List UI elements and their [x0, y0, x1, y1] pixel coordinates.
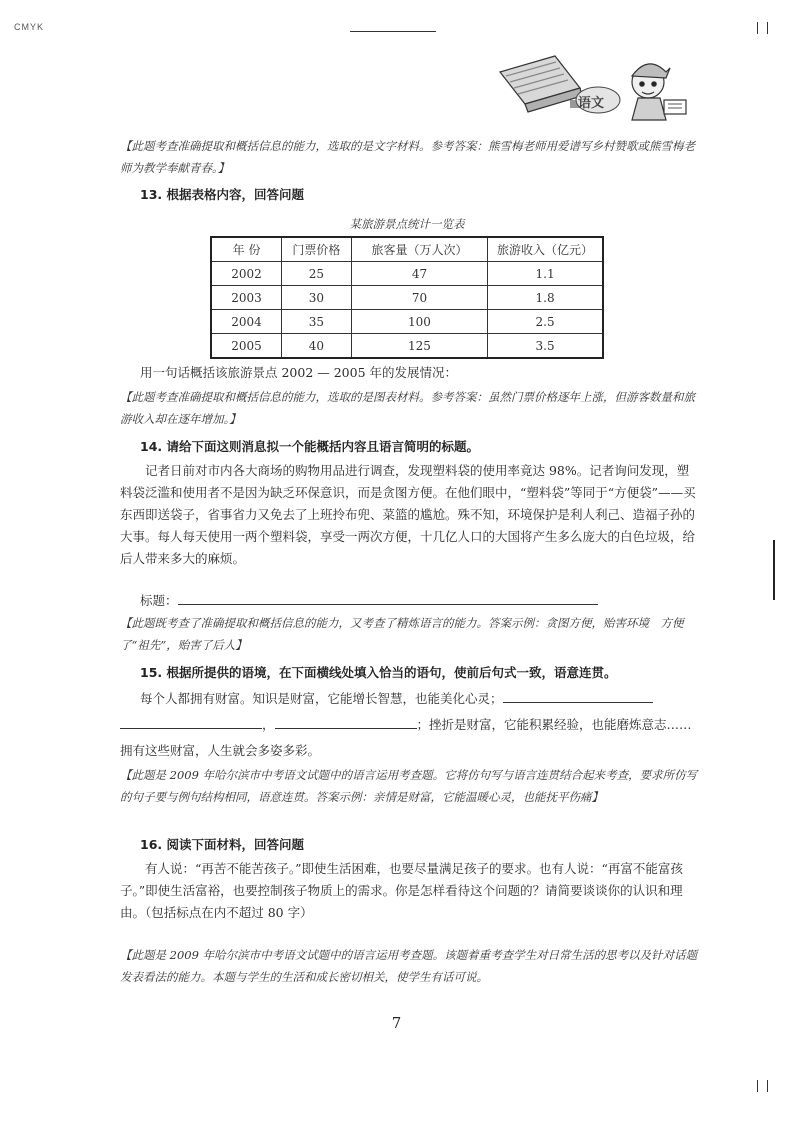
cell-price: 30: [282, 286, 352, 310]
cell-visitors: 70: [351, 286, 487, 310]
q13-prompt: 用一句话概括该旅游景点 2002 — 2005 年的发展情况：: [140, 365, 458, 380]
cell-visitors: 100: [351, 310, 487, 334]
subject-logo: [470, 42, 720, 132]
crop-mark: [757, 22, 758, 34]
cell-year: 2005: [211, 334, 282, 359]
q15-line3: 拥有这些财富，人生就会多姿多彩。: [120, 743, 321, 758]
cell-year: 2002: [211, 262, 282, 286]
margin-bar: [773, 540, 775, 600]
q15-title: 15. 根据所提供的语境，在下面横线处填入恰当的语句，使前后句式一致，语意连贯。: [140, 665, 617, 680]
blank-3[interactable]: [275, 714, 417, 729]
stats-table: [210, 236, 604, 359]
subject-badge: 语文: [578, 96, 605, 111]
table-row: [211, 310, 603, 334]
table-row: [211, 262, 603, 286]
cell-revenue: 3.5: [488, 334, 603, 359]
cell-revenue: 1.8: [488, 286, 603, 310]
cell-year: 2004: [211, 310, 282, 334]
blank-1[interactable]: [503, 688, 653, 703]
q12-answer-note: 【此题考查准确提取和概括信息的能力，选取的是文字材料。参考答案：熊雪梅老师用爱谱写乡村赞歌或熊雪梅老师为教学奉献青春。】: [120, 139, 695, 175]
q16-title: 16. 阅读下面材料，回答问题: [140, 837, 304, 852]
col-header-revenue: 旅游收入（亿元）: [488, 237, 603, 262]
q14-passage: 记者日前对市内各大商场的购物用品进行调查，发现塑料袋的使用率竟达 98%。记者询问发现，塑料袋泛滥和使用者不是因为缺乏环保意识，而是贪图方便。在他们眼中，“塑料袋”等同于“方便袋”——买东西即送袋子，省事省力又免去了上班拎布兜、菜篮的尴尬。殊不知，环境保护是利人利己、造福子孙的大事。每人每天使用一两个塑料袋，享受一两次方便，十几亿人口的大国将产生多么庞大的白色垃圾，给后人带来多大的麻烦。: [120, 463, 696, 566]
q15-text2: ；挫折是财富，它能积累经验，也能磨炼意志……: [416, 717, 692, 732]
table-title: 某旅游景点统计一览表: [349, 217, 465, 231]
q16-answer-note: 【此题是 2009 年哈尔滨市中考语文试题中的语言运用考查题。该题着重考查学生对日常生活的思考以及针对话题发表看法的能力。本题与学生的生活和成长密切相关，使学生有话可说。: [120, 948, 698, 984]
headline-input[interactable]: [178, 590, 598, 605]
top-rule: [350, 31, 436, 32]
col-header-price: 门票价格: [282, 237, 352, 262]
book-icon: [470, 42, 720, 132]
blank-2[interactable]: [120, 714, 262, 729]
color-mark: CMYK: [14, 22, 45, 32]
q13-title: 13. 根据表格内容，回答问题: [140, 187, 304, 202]
cell-visitors: 47: [351, 262, 487, 286]
q15-text1: 每个人都拥有财富。知识是财富，它能增长智慧，也能美化心灵；: [140, 691, 503, 706]
table-row: [211, 286, 603, 310]
character-icon: [632, 64, 686, 120]
crop-mark: [757, 1080, 758, 1092]
headline-row: [140, 590, 598, 612]
headline-label: 标题：: [140, 593, 178, 608]
col-header-year: 年 份: [211, 237, 282, 262]
cell-revenue: 1.1: [488, 262, 603, 286]
crop-mark: [767, 1080, 768, 1092]
table-row: [211, 334, 603, 359]
cell-visitors: 125: [351, 334, 487, 359]
page-number: 7: [391, 1014, 402, 1032]
crop-mark: [767, 22, 768, 34]
cell-price: 25: [282, 262, 352, 286]
q14-answer-note: 【此题既考查了准确提取和概括信息的能力，又考查了精炼语言的能力。答案示例：贪图方便，贻害环境 方便了“祖先”，贻害了后人】: [120, 616, 684, 652]
q16-passage: 有人说：“再苦不能苦孩子。”即使生活困难，也要尽量满足孩子的要求。也有人说：“再富不能富孩子。”即使生活富裕，也要控制孩子物质上的需求。你是怎样看待这个问题的？请简要谈谈你的认识和理由。（包括标点在内不超过 80 字）: [120, 861, 683, 920]
cell-revenue: 2.5: [488, 310, 603, 334]
q15-line1: [140, 688, 700, 710]
q15-line2: ， ；挫折是财富，它能积累经验，也能磨炼意志……: [120, 714, 710, 736]
q14-title: 14. 请给下面这则消息拟一个能概括内容且语言简明的标题。: [140, 439, 479, 454]
col-header-visitors: 旅客量（万人次）: [351, 237, 487, 262]
cell-price: 35: [282, 310, 352, 334]
q15-answer-note: 【此题是 2009 年哈尔滨市中考语文试题中的语言运用考查题。它将仿句写与语言连贯结合起来考查，要求所仿写的句子要与例句结构相同，语意连贯。答案示例：亲情是财富，它能温暖心灵，也能抚平伤痛】: [120, 768, 698, 804]
cell-year: 2003: [211, 286, 282, 310]
q13-answer-note: 【此题考查准确提取和概括信息的能力，选取的是图表材料。参考答案：虽然门票价格逐年上涨，但游客数量和旅游收入却在逐年增加。】: [120, 390, 695, 426]
cell-price: 40: [282, 334, 352, 359]
table-header-row: [211, 237, 603, 262]
